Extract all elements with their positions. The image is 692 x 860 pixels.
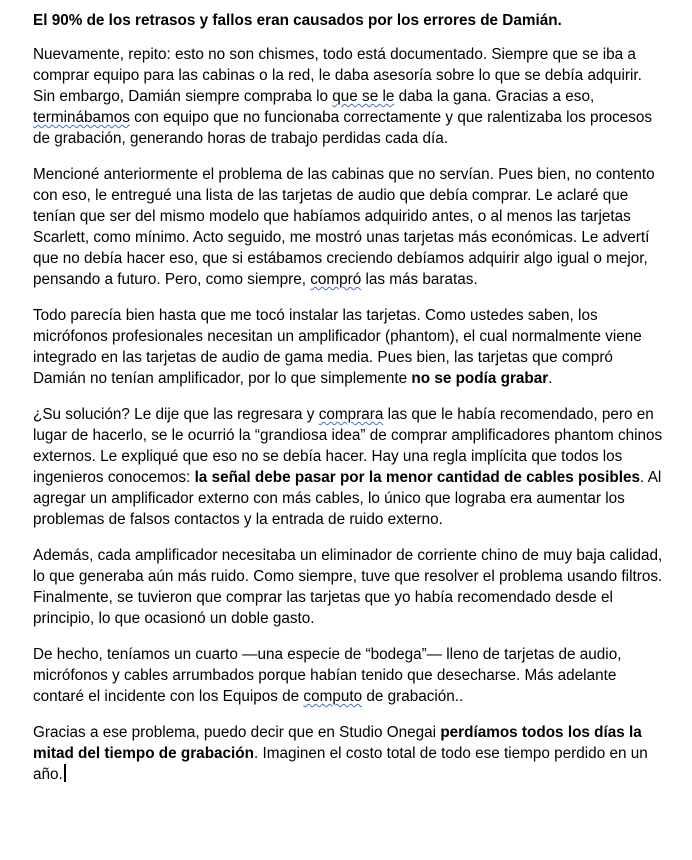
spellcheck-flagged-word[interactable]: comprara [318, 406, 384, 423]
paragraph-6 [33, 644, 665, 707]
paragraph-4 [33, 404, 665, 530]
paragraph-2-text: las más baratas. [361, 271, 478, 288]
paragraph-4-text: las que le había recomendado, pero en lugar de hacerlo, se le ocurrió la “grandiosa idea” de comprar amplificadores phantom chinos externos. Le expliqué que eso no se debía hacer. Hay una regla implícita que todos los ingenieros conocemos: [33, 406, 663, 486]
paragraph-7-text: Gracias a ese problema, puedo decir que en Studio Onegai [33, 724, 441, 741]
paragraph-3-text: . [548, 370, 553, 387]
bold-emphasis: perdíamos todos los días la mitad del tiempo de grabación [33, 724, 642, 762]
paragraph-7 [33, 722, 665, 785]
text-cursor [64, 764, 66, 782]
paragraph-1 [33, 44, 665, 149]
paragraph-2 [33, 164, 665, 290]
paragraph-3-text: Todo parecía bien hasta que me tocó instalar las tarjetas. Como ustedes saben, los micrófonos profesionales necesitan un amplificador (phantom), el cual normalmente viene integrado en las tarjetas de audio de gama media. Pues bien, las tarjetas que compró Damián no tenían amplificador, por lo que simplemente [33, 307, 642, 387]
paragraph-1-text: Nuevamente, repito: esto no son chismes, todo está documentado. Siempre que se iba a comprar equipo para las cabinas o la red, le daba asesoría sobre lo que se debía adquirir. Sin embargo, Damián siempre compraba lo [33, 46, 642, 105]
paragraph-4-text: ¿Su solución? Le dije que las regresara y [33, 406, 319, 423]
spellcheck-flagged-word[interactable]: que se le [332, 88, 395, 105]
document-heading: El 90% de los retrasos y fallos eran causados por los errores de Damián. [33, 12, 562, 29]
paragraph-6-text: de grabación.. [362, 688, 464, 705]
paragraph-5: Además, cada amplificador necesitaba un eliminador de corriente chino de muy baja calidad, lo que generaba aún más ruido. Como siempre, tuve que resolver el problema usando filtros. Finalmente, se tuvieron que comprar las tarjetas que yo había recomendado desde el principio, lo que ocasionó un doble gasto. [33, 547, 663, 627]
paragraph-6-text: De hecho, teníamos un cuarto —una especie de “bodega”— lleno de tarjetas de audio, micrófonos y cables arrumbados porque habían tenido que desecharse. Más adelante contaré el incidente con los Equipos de [33, 646, 622, 705]
paragraph-1-text: daba la gana. Gracias a eso, [394, 88, 595, 105]
bold-emphasis: no se podía grabar [411, 370, 549, 387]
spellcheck-flagged-word[interactable]: terminábamos [33, 109, 130, 126]
spellcheck-flagged-word[interactable]: compró [310, 271, 362, 288]
paragraph-1-text: con equipo que no funcionaba correctamente y que ralentizaba los procesos de grabación, generando horas de trabajo perdidas cada día. [33, 109, 653, 147]
paragraph-2-text: Mencioné anteriormente el problema de las cabinas que no servían. Pues bien, no contento con eso, le entregué una lista de las tarjetas de audio que debía comprar. Le aclaré que tenían que ser del mismo modelo que habíamos adquirido antes, o al menos las tarjetas Scarlett, como mínimo. Acto seguido, me mostró unas tarjetas más económicas. Le advertí que no debía hacer eso, que si estábamos creciendo debíamos adquirir algo igual o mejor, pensando a futuro. Pero, como siempre, [33, 166, 655, 288]
paragraph-3 [33, 305, 665, 389]
document-body[interactable] [33, 10, 665, 800]
paragraph-7-text: . Imaginen el costo total de todo ese tiempo perdido en un año. [33, 745, 648, 783]
bold-emphasis: la señal debe pasar por la menor cantidad de cables posibles [194, 469, 641, 486]
spellcheck-flagged-word[interactable]: computo [303, 688, 363, 705]
paragraph-4-text: . Al agregar un amplificador externo con más cables, lo único que lograba era aumentar los problemas de falsos contactos y la entrada de ruido externo. [33, 469, 662, 528]
